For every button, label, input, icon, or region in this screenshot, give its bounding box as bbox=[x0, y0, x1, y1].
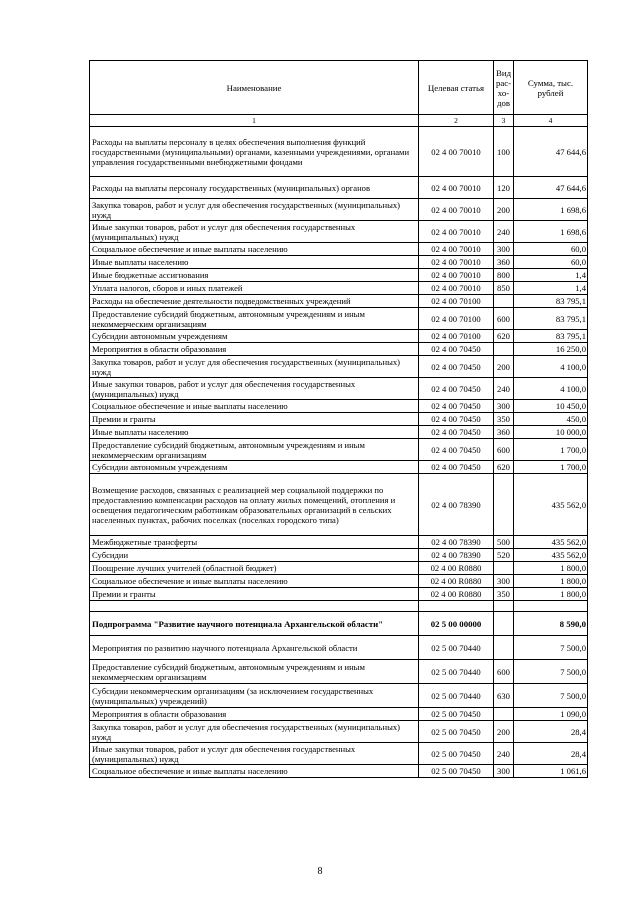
row-code: 02 5 00 70440 bbox=[419, 636, 494, 660]
row-name: Предоставление субсидий бюджетным, автономным учреждениям и иным некоммерческим организациям bbox=[90, 439, 419, 461]
row-sum: 4 100,0 bbox=[514, 356, 588, 378]
row-code: 02 4 00 78390 bbox=[419, 474, 494, 536]
row-sum: 1 700,0 bbox=[514, 439, 588, 461]
row-code: 02 5 00 70450 bbox=[419, 721, 494, 743]
row-name: Иные закупки товаров, работ и услуг для обеспечения государственных (муниципальных) нужд bbox=[90, 221, 419, 243]
row-sum: 435 562,0 bbox=[514, 474, 588, 536]
row-kind bbox=[494, 636, 514, 660]
row-kind: 240 bbox=[494, 221, 514, 243]
row-sum: 1 800,0 bbox=[514, 588, 588, 601]
page-number: 8 bbox=[317, 866, 323, 877]
row-code: 02 4 00 70010 bbox=[419, 199, 494, 221]
table-row bbox=[90, 308, 588, 330]
row-kind: 120 bbox=[494, 177, 514, 199]
row-sum: 1 698,6 bbox=[514, 221, 588, 243]
row-sum: 7 500,0 bbox=[514, 660, 588, 684]
table-header-row bbox=[90, 61, 588, 115]
table-row bbox=[90, 343, 588, 356]
row-kind: 200 bbox=[494, 721, 514, 743]
column-number: 3 bbox=[494, 115, 514, 127]
column-number: 2 bbox=[419, 115, 494, 127]
row-code: 02 5 00 70450 bbox=[419, 743, 494, 765]
row-code: 02 4 00 70100 bbox=[419, 308, 494, 330]
row-kind bbox=[494, 343, 514, 356]
row-name: Предоставление субсидий бюджетным, автономным учреждениям и иным некоммерческим организациям bbox=[90, 308, 419, 330]
row-code: 02 4 00 70450 bbox=[419, 378, 494, 400]
table-row bbox=[90, 684, 588, 708]
header-sum: Сумма, тыс. рублей bbox=[514, 61, 588, 115]
row-name: Предоставление субсидий бюджетным, автономным учреждениям и иным некоммерческим организациям bbox=[90, 660, 419, 684]
row-kind: 300 bbox=[494, 575, 514, 588]
row-code: 02 4 00 70010 bbox=[419, 243, 494, 256]
table-row bbox=[90, 221, 588, 243]
row-code: 02 4 00 R0880 bbox=[419, 588, 494, 601]
row-name: Мероприятия в области образования bbox=[90, 343, 419, 356]
row-code: 02 4 00 70100 bbox=[419, 330, 494, 343]
row-code: 02 4 00 R0880 bbox=[419, 562, 494, 575]
row-name: Расходы на обеспечение деятельности подведомственных учреждений bbox=[90, 295, 419, 308]
row-code: 02 5 00 00000 bbox=[419, 612, 494, 636]
row-sum: 83 795,1 bbox=[514, 330, 588, 343]
row-name: Подпрограмма "Развитие научного потенциала Архангельской области" bbox=[90, 612, 419, 636]
row-code: 02 4 00 78390 bbox=[419, 536, 494, 549]
column-number: 1 bbox=[90, 115, 419, 127]
row-sum: 435 562,0 bbox=[514, 549, 588, 562]
row-name: Закупка товаров, работ и услуг для обеспечения государственных (муниципальных) нужд bbox=[90, 721, 419, 743]
table-row bbox=[90, 743, 588, 765]
table-row bbox=[90, 562, 588, 575]
table-row bbox=[90, 256, 588, 269]
table-row bbox=[90, 426, 588, 439]
table-row bbox=[90, 269, 588, 282]
row-sum: 28,4 bbox=[514, 721, 588, 743]
table-row bbox=[90, 708, 588, 721]
row-sum: 83 795,1 bbox=[514, 295, 588, 308]
row-name: Уплата налогов, сборов и иных платежей bbox=[90, 282, 419, 295]
row-sum: 1 700,0 bbox=[514, 461, 588, 474]
row-kind: 300 bbox=[494, 400, 514, 413]
table-row bbox=[90, 282, 588, 295]
table-row bbox=[90, 177, 588, 199]
table-row bbox=[90, 765, 588, 778]
row-kind: 600 bbox=[494, 660, 514, 684]
table-row bbox=[90, 439, 588, 461]
header-kind: Вид рас-хо-дов bbox=[494, 61, 514, 115]
table-row bbox=[90, 400, 588, 413]
row-name: Расходы на выплаты персоналу в целях обеспечения выполнения функций государственными (муниципальными) органами, казенными учреждениями, органами управления государственными внебюджетными фондами bbox=[90, 127, 419, 177]
header-code: Целевая статья bbox=[419, 61, 494, 115]
table-row bbox=[90, 461, 588, 474]
row-sum: 1,4 bbox=[514, 282, 588, 295]
row-sum: 47 644,6 bbox=[514, 177, 588, 199]
row-sum: 10 000,0 bbox=[514, 426, 588, 439]
row-kind bbox=[494, 474, 514, 536]
row-sum: 83 795,1 bbox=[514, 308, 588, 330]
row-name: Социальное обеспечение и иные выплаты населению bbox=[90, 400, 419, 413]
row-code: 02 4 00 70010 bbox=[419, 127, 494, 177]
row-name: Премии и гранты bbox=[90, 413, 419, 426]
row-sum: 47 644,6 bbox=[514, 127, 588, 177]
row-code: 02 5 00 70440 bbox=[419, 684, 494, 708]
row-code: 02 4 00 70450 bbox=[419, 343, 494, 356]
row-kind bbox=[494, 708, 514, 721]
row-name: Субсидии bbox=[90, 549, 419, 562]
row-code: 02 5 00 70450 bbox=[419, 765, 494, 778]
table-row bbox=[90, 295, 588, 308]
table-row bbox=[90, 549, 588, 562]
row-sum: 10 450,0 bbox=[514, 400, 588, 413]
subprogram-row bbox=[90, 612, 588, 636]
row-code: 02 4 00 70010 bbox=[419, 256, 494, 269]
row-name: Возмещение расходов, связанных с реализацией мер социальной поддержки по предоставлению компенсации расходов на оплату жилых помещений, отопления и освещения педагогическим работникам образовательных организаций в сельских населенных пунктах, рабочих поселках (поселках городского типа) bbox=[90, 474, 419, 536]
column-number: 4 bbox=[514, 115, 588, 127]
row-sum: 1 090,0 bbox=[514, 708, 588, 721]
row-sum: 60,0 bbox=[514, 256, 588, 269]
row-sum: 16 250,0 bbox=[514, 343, 588, 356]
row-sum: 28,4 bbox=[514, 743, 588, 765]
row-kind bbox=[494, 295, 514, 308]
row-code: 02 4 00 70450 bbox=[419, 461, 494, 474]
table-row bbox=[90, 636, 588, 660]
row-name: Мероприятия в области образования bbox=[90, 708, 419, 721]
row-kind: 360 bbox=[494, 256, 514, 269]
row-name: Субсидии автономным учреждениям bbox=[90, 330, 419, 343]
row-sum: 435 562,0 bbox=[514, 536, 588, 549]
row-code: 02 4 00 70010 bbox=[419, 282, 494, 295]
row-name: Закупка товаров, работ и услуг для обеспечения государственных (муниципальных) нужд bbox=[90, 356, 419, 378]
row-name: Расходы на выплаты персоналу государственных (муниципальных) органов bbox=[90, 177, 419, 199]
row-kind: 520 bbox=[494, 549, 514, 562]
row-kind bbox=[494, 562, 514, 575]
row-code: 02 5 00 70440 bbox=[419, 660, 494, 684]
row-kind: 850 bbox=[494, 282, 514, 295]
table-row bbox=[90, 413, 588, 426]
row-kind bbox=[494, 612, 514, 636]
row-kind: 350 bbox=[494, 588, 514, 601]
row-kind: 240 bbox=[494, 743, 514, 765]
row-name: Иные закупки товаров, работ и услуг для обеспечения государственных (муниципальных) нужд bbox=[90, 743, 419, 765]
row-sum: 1,4 bbox=[514, 269, 588, 282]
spacer-row bbox=[90, 601, 588, 612]
row-code: 02 4 00 70450 bbox=[419, 356, 494, 378]
row-kind: 800 bbox=[494, 269, 514, 282]
row-kind: 350 bbox=[494, 413, 514, 426]
row-code: 02 4 00 70450 bbox=[419, 413, 494, 426]
row-sum: 60,0 bbox=[514, 243, 588, 256]
row-code: 02 4 00 70010 bbox=[419, 177, 494, 199]
table-row bbox=[90, 575, 588, 588]
table-row bbox=[90, 536, 588, 549]
row-kind: 200 bbox=[494, 356, 514, 378]
table-row bbox=[90, 660, 588, 684]
row-kind: 100 bbox=[494, 127, 514, 177]
row-sum: 1 698,6 bbox=[514, 199, 588, 221]
row-kind: 300 bbox=[494, 765, 514, 778]
row-sum: 1 061,6 bbox=[514, 765, 588, 778]
row-kind: 500 bbox=[494, 536, 514, 549]
row-name: Иные выплаты населению bbox=[90, 256, 419, 269]
row-kind: 600 bbox=[494, 439, 514, 461]
row-name: Социальное обеспечение и иные выплаты населению bbox=[90, 243, 419, 256]
row-sum: 450,0 bbox=[514, 413, 588, 426]
row-code: 02 4 00 70450 bbox=[419, 426, 494, 439]
table-row bbox=[90, 127, 588, 177]
row-sum: 7 500,0 bbox=[514, 684, 588, 708]
row-code: 02 4 00 70450 bbox=[419, 400, 494, 413]
table-row bbox=[90, 199, 588, 221]
row-name: Премии и гранты bbox=[90, 588, 419, 601]
row-name: Субсидии некоммерческим организациям (за исключением государственных (муниципальных) учреждений) bbox=[90, 684, 419, 708]
row-name: Поощрение лучших учителей (областной бюджет) bbox=[90, 562, 419, 575]
row-kind: 240 bbox=[494, 378, 514, 400]
row-kind: 300 bbox=[494, 243, 514, 256]
row-name: Межбюджетные трансферты bbox=[90, 536, 419, 549]
row-kind: 200 bbox=[494, 199, 514, 221]
table-row bbox=[90, 721, 588, 743]
row-kind: 620 bbox=[494, 330, 514, 343]
row-sum: 1 800,0 bbox=[514, 562, 588, 575]
row-code: 02 4 00 70010 bbox=[419, 269, 494, 282]
row-name: Иные выплаты населению bbox=[90, 426, 419, 439]
row-name: Субсидии автономным учреждениям bbox=[90, 461, 419, 474]
row-sum: 4 100,0 bbox=[514, 378, 588, 400]
row-sum: 7 500,0 bbox=[514, 636, 588, 660]
row-name: Иные закупки товаров, работ и услуг для обеспечения государственных (муниципальных) нужд bbox=[90, 378, 419, 400]
row-name: Социальное обеспечение и иные выплаты населению bbox=[90, 575, 419, 588]
row-code: 02 4 00 70010 bbox=[419, 221, 494, 243]
row-code: 02 4 00 70100 bbox=[419, 295, 494, 308]
row-kind: 620 bbox=[494, 461, 514, 474]
row-code: 02 4 00 78390 bbox=[419, 549, 494, 562]
row-sum: 8 590,0 bbox=[514, 612, 588, 636]
row-name: Иные бюджетные ассигнования bbox=[90, 269, 419, 282]
row-sum: 1 800,0 bbox=[514, 575, 588, 588]
row-kind: 360 bbox=[494, 426, 514, 439]
table-row bbox=[90, 356, 588, 378]
row-code: 02 4 00 70450 bbox=[419, 439, 494, 461]
header-name: Наименование bbox=[90, 61, 419, 115]
row-code: 02 5 00 70450 bbox=[419, 708, 494, 721]
row-kind: 600 bbox=[494, 308, 514, 330]
row-name: Закупка товаров, работ и услуг для обеспечения государственных (муниципальных) нужд bbox=[90, 199, 419, 221]
row-name: Социальное обеспечение и иные выплаты населению bbox=[90, 765, 419, 778]
row-kind: 630 bbox=[494, 684, 514, 708]
table-row bbox=[90, 474, 588, 536]
row-code: 02 4 00 R0880 bbox=[419, 575, 494, 588]
budget-table bbox=[89, 60, 588, 778]
table-row bbox=[90, 378, 588, 400]
row-name: Мероприятия по развитию научного потенциала Архангельской области bbox=[90, 636, 419, 660]
table-row bbox=[90, 588, 588, 601]
table-row bbox=[90, 243, 588, 256]
table-row bbox=[90, 330, 588, 343]
column-number-row bbox=[90, 115, 588, 127]
